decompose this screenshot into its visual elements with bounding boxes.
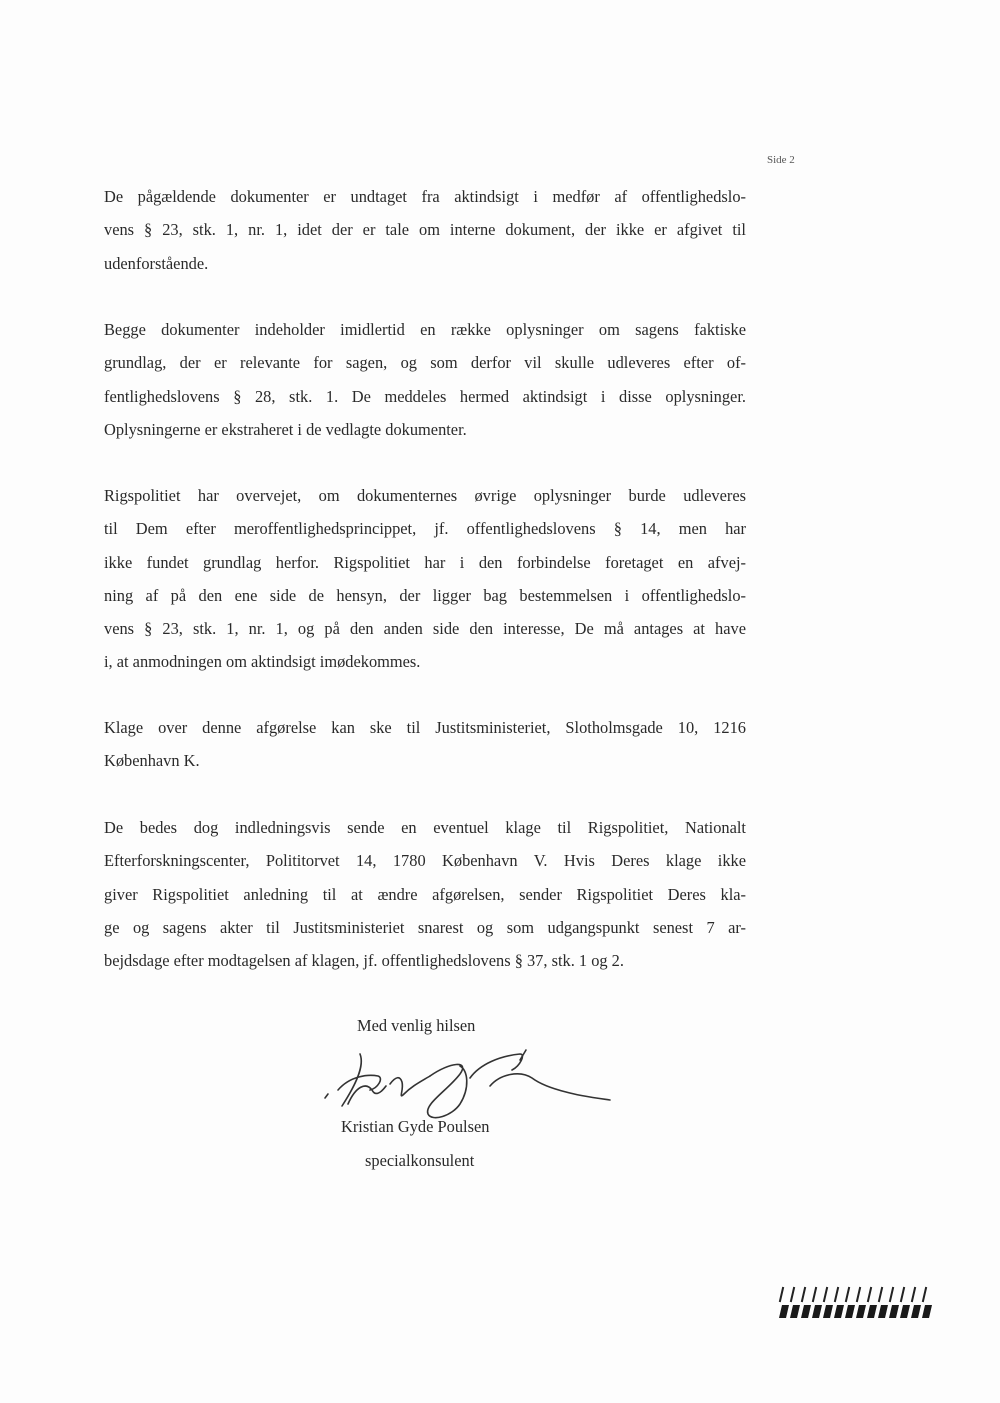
paragraph-meroffentlighed: [104, 479, 746, 679]
signatory-name: Kristian Gyde Poulsen: [341, 1117, 490, 1136]
signatory-title: specialkonsulent: [365, 1151, 475, 1170]
text-line: fentlighedslovens § 28, stk. 1. De meddeles hermed aktindsigt i disse oplysninger.: [104, 386, 746, 406]
text-line: grundlag, der er relevante for sagen, og som derfor vil skulle udleveres efter of-: [104, 353, 746, 373]
handwritten-signature: [320, 1046, 620, 1126]
text-line: udenforstående.: [104, 253, 209, 273]
page-number: Side 2: [767, 154, 795, 166]
text-line: vens § 23, stk. 1, nr. 1, og på den anden side den interesse, De må antages at have: [104, 619, 746, 639]
text-line: til Dem efter meroffentlighedsprincippet, jf. offentlighedslovens § 14, men har: [104, 519, 746, 539]
text-line: ikke fundet grundlag herfor. Rigspolitiet har i den forbindelse foretaget en afvej-: [104, 552, 746, 572]
text-line: ning af på den ene side de hensyn, der ligger bag bestemmelsen i offentlighedslo-: [104, 585, 746, 605]
text-line: giver Rigspolitiet anledning til at ændre afgørelsen, sender Rigspolitiet Deres kla-: [104, 884, 746, 904]
text-line: København K.: [104, 751, 200, 771]
text-line: Oplysningerne er ekstraheret i de vedlagte dokumenter.: [104, 419, 467, 439]
text-line: Klage over denne afgørelse kan ske til Justitsministeriet, Slotholmsgade 10, 1216: [104, 718, 746, 737]
text-line: vens § 23, stk. 1, nr. 1, idet der er tale om interne dokument, der ikke er afgivet til: [104, 220, 746, 240]
text-line: ge og sagens akter til Justitsministeriet snarest og som udgangspunkt senest 7 ar-: [104, 917, 746, 937]
text-line: De pågældende dokumenter er undtaget fra aktindsigt i medfør af offentlighedslo-: [104, 187, 746, 206]
paragraph-complaint-procedure: [104, 811, 746, 977]
paragraph-exemption: [104, 180, 746, 280]
paragraph-facts: [104, 313, 746, 446]
text-line: i, at anmodningen om aktindsigt imødekommes.: [104, 652, 421, 672]
text-line: De bedes dog indledningsvis sende en eventuel klage til Rigspolitiet, Nationalt: [104, 818, 746, 837]
text-line: Rigspolitiet har overvejet, om dokumenternes øvrige oplysninger burde udleveres: [104, 486, 746, 505]
text-line: Begge dokumenter indeholder imidlertid en række oplysninger om sagens faktiske: [104, 320, 746, 339]
paragraph-complaint: [104, 711, 746, 778]
document-barcode: [776, 1285, 936, 1321]
text-line: Efterforskningscenter, Polititorvet 14, 1780 København V. Hvis Deres klage ikke: [104, 851, 746, 871]
text-line: bejdsdage efter modtagelsen af klagen, jf. offentlighedslovens § 37, stk. 1 og 2.: [104, 951, 624, 971]
closing-greeting: Med venlig hilsen: [357, 1016, 476, 1035]
